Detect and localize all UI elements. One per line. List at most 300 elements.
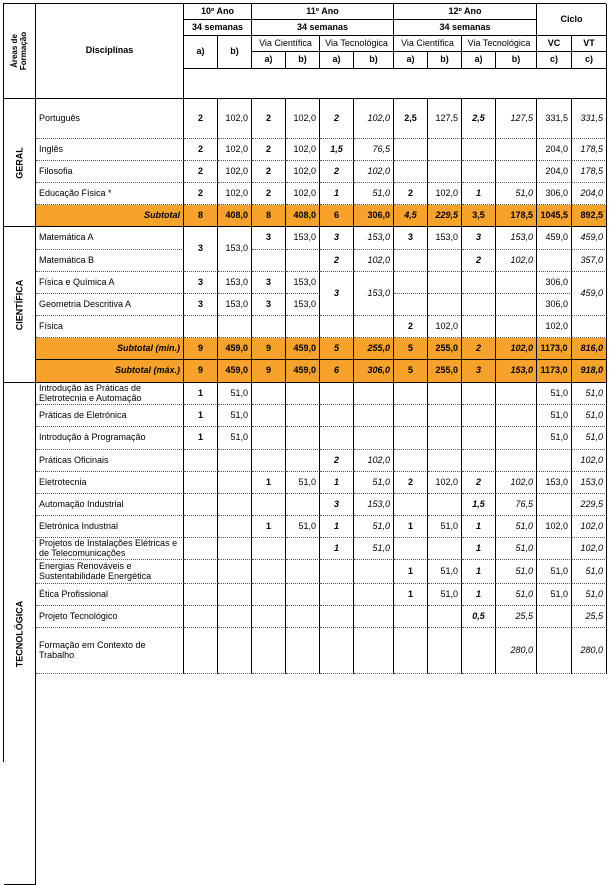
col-a-12vc: a): [394, 52, 428, 69]
value-cell: 51,0: [286, 472, 320, 494]
empty-cell: [354, 606, 394, 628]
empty-cell: [218, 538, 252, 560]
empty-cell: [184, 494, 218, 516]
empty-cell: [394, 250, 428, 272]
subtotal-cell: 5: [320, 338, 354, 360]
empty-cell: [496, 294, 537, 316]
value-cell: 153,0: [428, 227, 462, 250]
empty-cell: [320, 427, 354, 450]
value-cell: 229,5: [572, 494, 607, 516]
row-label: Formação em Contexto de Trabalho: [36, 628, 184, 674]
row-label: Introdução às Práticas de Eletrotecnia e Automação: [36, 383, 184, 405]
subtotal-cell: 102,0: [496, 338, 537, 360]
value-cell: 51,0: [428, 516, 462, 538]
empty-cell: [354, 383, 394, 405]
subtotal-cell: 5: [394, 338, 428, 360]
value-cell: 331,5: [537, 99, 572, 139]
value-cell: 306,0: [537, 294, 572, 316]
value-cell: 153,0: [286, 227, 320, 250]
value-cell: 3: [252, 272, 286, 294]
value-cell: 102,0: [286, 99, 320, 139]
value-cell: 1: [394, 560, 428, 584]
subtotal-cell: 306,0: [354, 360, 394, 383]
value-cell: 153,0: [572, 472, 607, 494]
empty-cell: [394, 383, 428, 405]
value-cell: 0,5: [462, 606, 496, 628]
value-cell: 2: [184, 161, 218, 183]
ciclo-header: Ciclo: [537, 4, 607, 36]
row-label: Português: [36, 99, 184, 139]
value-cell: 1: [320, 183, 354, 205]
empty-cell: [252, 560, 286, 584]
empty-cell: [537, 450, 572, 472]
empty-cell: [428, 250, 462, 272]
value-cell: 51,0: [496, 183, 537, 205]
subtotal-cell: 306,0: [354, 205, 394, 227]
value-cell: 51,0: [572, 405, 607, 427]
empty-cell: [218, 494, 252, 516]
empty-cell: [218, 516, 252, 538]
empty-cell: [496, 383, 537, 405]
empty-cell: [354, 584, 394, 606]
value-cell: [496, 161, 537, 183]
value-cell: 3: [320, 227, 354, 250]
area-tecnologica: TECNOLÓGICA: [4, 383, 36, 885]
value-cell: 51,0: [496, 560, 537, 584]
subtotal-cell: 8: [252, 205, 286, 227]
subtotal-cell: 178,5: [496, 205, 537, 227]
row-label: Projetos de Instalações Elétricas e de Telecomunicações: [36, 538, 184, 560]
value-cell: 51,0: [537, 405, 572, 427]
col-b-12vt: b): [496, 52, 537, 69]
value-cell: 102,0: [218, 183, 252, 205]
subtotal-cell: 3,5: [462, 205, 496, 227]
row-label: Energias Renováveis e Sustentabilidade Energética: [36, 560, 184, 584]
value-cell: 2: [394, 316, 428, 338]
empty-cell: [286, 427, 320, 450]
empty-cell: [496, 316, 537, 338]
empty-cell: [320, 584, 354, 606]
empty-cell: [496, 427, 537, 450]
value-cell: 1: [320, 472, 354, 494]
empty-cell: [184, 450, 218, 472]
value-cell: 459,0: [572, 227, 607, 250]
empty-cell: [394, 405, 428, 427]
empty-cell: [394, 494, 428, 516]
value-cell: 357,0: [572, 250, 607, 272]
empty-cell: [354, 316, 394, 338]
empty-cell: [286, 494, 320, 516]
empty-cell: [428, 538, 462, 560]
value-cell: 51,0: [572, 427, 607, 450]
col-a-10: a): [184, 36, 218, 69]
row-label: Inglês: [36, 139, 184, 161]
empty-cell: [320, 606, 354, 628]
empty-cell: [286, 405, 320, 427]
value-cell: 127,5: [496, 99, 537, 139]
empty-cell: [394, 272, 428, 294]
col-b-10: b): [218, 36, 252, 69]
empty-cell: [394, 628, 428, 674]
value-cell: 76,5: [354, 139, 394, 161]
value-cell: 25,5: [496, 606, 537, 628]
value-cell: 51,0: [354, 516, 394, 538]
semanas-11: 34 semanas: [252, 20, 394, 36]
disciplinas-header: Disciplinas: [36, 4, 184, 99]
via-tecnologica-11: Via Tecnológica: [320, 36, 394, 52]
empty-cell: [184, 316, 218, 338]
empty-cell: [252, 405, 286, 427]
value-cell: [394, 161, 428, 183]
value-cell: 459,0: [572, 272, 607, 316]
empty-cell: [184, 584, 218, 606]
empty-cell: [394, 427, 428, 450]
empty-cell: [286, 628, 320, 674]
value-cell: 51,0: [218, 383, 252, 405]
year11-header: 11º Ano: [252, 4, 394, 20]
value-cell: 153,0: [286, 272, 320, 294]
col-b-12vc: b): [428, 52, 462, 69]
empty-cell: [572, 316, 607, 338]
value-cell: 2: [320, 450, 354, 472]
value-cell: 51,0: [354, 538, 394, 560]
value-cell: 102,0: [537, 316, 572, 338]
empty-cell: [252, 494, 286, 516]
empty-cell: [286, 383, 320, 405]
empty-cell: [218, 450, 252, 472]
value-cell: 1: [462, 560, 496, 584]
value-cell: 204,0: [572, 183, 607, 205]
empty-cell: [462, 294, 496, 316]
value-cell: 102,0: [286, 139, 320, 161]
subtotal-cell: 3: [462, 360, 496, 383]
empty-cell: [184, 538, 218, 560]
value-cell: 2: [320, 250, 354, 272]
subtotal-cell: 1173,0: [537, 360, 572, 383]
subtotal-label: Subtotal: [36, 205, 184, 227]
year10-header: 10º Ano: [184, 4, 252, 20]
value-cell: 2: [462, 250, 496, 272]
empty-cell: [286, 250, 320, 272]
value-cell: 1: [462, 538, 496, 560]
subtotal-cell: 255,0: [428, 338, 462, 360]
subtotal-cell: 8: [184, 205, 218, 227]
empty-cell: [252, 427, 286, 450]
empty-cell: [394, 450, 428, 472]
value-cell: 331,5: [572, 99, 607, 139]
subtotal-label: Subtotal (min.): [36, 338, 184, 360]
value-cell: 25,5: [572, 606, 607, 628]
curriculum-table: [3, 3, 606, 762]
value-cell: [462, 139, 496, 161]
value-cell: 1: [320, 538, 354, 560]
year12-header: 12º Ano: [394, 4, 537, 20]
empty-cell: [218, 606, 252, 628]
empty-cell: [252, 250, 286, 272]
value-cell: 51,0: [537, 560, 572, 584]
value-cell: [496, 139, 537, 161]
value-cell: 2: [184, 99, 218, 139]
via-cientifica-12: Via Científica: [394, 36, 462, 52]
value-cell: 153,0: [354, 494, 394, 516]
empty-cell: [428, 383, 462, 405]
value-cell: 102,0: [354, 250, 394, 272]
subtotal-cell: 408,0: [218, 205, 252, 227]
value-cell: 204,0: [537, 139, 572, 161]
subtotal-cell: 153,0: [496, 360, 537, 383]
empty-cell: [218, 560, 252, 584]
value-cell: 1: [394, 584, 428, 606]
empty-cell: [462, 427, 496, 450]
value-cell: 51,0: [572, 560, 607, 584]
empty-cell: [320, 560, 354, 584]
subtotal-cell: 9: [184, 338, 218, 360]
empty-cell: [320, 405, 354, 427]
row-label: Matemática A: [36, 227, 184, 250]
value-cell: 153,0: [218, 272, 252, 294]
value-cell: 2: [252, 183, 286, 205]
empty-cell: [286, 584, 320, 606]
subtotal-label: Subtotal (máx.): [36, 360, 184, 383]
value-cell: 2,5: [462, 99, 496, 139]
value-cell: 153,0: [286, 294, 320, 316]
empty-cell: [496, 450, 537, 472]
col-a-12vt: a): [462, 52, 496, 69]
value-cell: 3: [184, 272, 218, 294]
value-cell: 102,0: [496, 472, 537, 494]
empty-cell: [286, 606, 320, 628]
value-cell: 1: [252, 472, 286, 494]
value-cell: 1: [252, 516, 286, 538]
value-cell: 1: [462, 584, 496, 606]
col-a-11vt: a): [320, 52, 354, 69]
subtotal-cell: 4,5: [394, 205, 428, 227]
value-cell: 3: [184, 227, 218, 272]
subtotal-cell: 892,5: [572, 205, 607, 227]
areas-header: Áreas de Formação: [4, 4, 36, 99]
empty-cell: [286, 450, 320, 472]
value-cell: [394, 139, 428, 161]
value-cell: 51,0: [572, 383, 607, 405]
empty-cell: [320, 628, 354, 674]
subtotal-cell: 9: [252, 360, 286, 383]
value-cell: 102,0: [428, 316, 462, 338]
empty-cell: [496, 405, 537, 427]
empty-cell: [252, 538, 286, 560]
subtotal-cell: 1173,0: [537, 338, 572, 360]
via-cientifica-11: Via Científica: [252, 36, 320, 52]
value-cell: 102,0: [218, 99, 252, 139]
empty-cell: [252, 628, 286, 674]
subtotal-cell: 6: [320, 205, 354, 227]
value-cell: 102,0: [428, 183, 462, 205]
row-label: Ética Profissional: [36, 584, 184, 606]
empty-cell: [320, 383, 354, 405]
value-cell: 102,0: [572, 516, 607, 538]
value-cell: 153,0: [537, 472, 572, 494]
subtotal-cell: 918,0: [572, 360, 607, 383]
empty-cell: [537, 250, 572, 272]
empty-cell: [428, 272, 462, 294]
value-cell: 51,0: [286, 516, 320, 538]
empty-cell: [462, 383, 496, 405]
value-cell: 51,0: [218, 405, 252, 427]
value-cell: 102,0: [354, 161, 394, 183]
empty-cell: [537, 606, 572, 628]
value-cell: 1: [462, 183, 496, 205]
col-a-11vc: a): [252, 52, 286, 69]
subtotal-cell: 255,0: [428, 360, 462, 383]
subtotal-cell: 9: [252, 338, 286, 360]
semanas-12: 34 semanas: [394, 20, 537, 36]
empty-cell: [354, 405, 394, 427]
empty-cell: [462, 450, 496, 472]
empty-cell: [218, 628, 252, 674]
empty-cell: [252, 383, 286, 405]
value-cell: 1: [394, 516, 428, 538]
value-cell: 51,0: [537, 584, 572, 606]
value-cell: 102,0: [354, 450, 394, 472]
value-cell: 178,5: [572, 161, 607, 183]
value-cell: 2,5: [394, 99, 428, 139]
value-cell: 2: [252, 139, 286, 161]
value-cell: [462, 161, 496, 183]
value-cell: 51,0: [496, 516, 537, 538]
empty-cell: [394, 606, 428, 628]
value-cell: 153,0: [354, 227, 394, 250]
value-cell: 153,0: [354, 272, 394, 316]
value-cell: 1,5: [462, 494, 496, 516]
via-tecnologica-12: Via Tecnológica: [462, 36, 537, 52]
row-label: Introdução à Programação: [36, 427, 184, 450]
value-cell: 280,0: [496, 628, 537, 674]
row-label: Física: [36, 316, 184, 338]
value-cell: 51,0: [428, 560, 462, 584]
empty-cell: [462, 316, 496, 338]
area-cientifica: CIENTÍFICA: [4, 227, 36, 383]
value-cell: 459,0: [537, 227, 572, 250]
value-cell: 51,0: [354, 183, 394, 205]
value-cell: 2: [252, 99, 286, 139]
subtotal-cell: 6: [320, 360, 354, 383]
vt-header: VT: [572, 36, 607, 52]
value-cell: 102,0: [286, 183, 320, 205]
empty-cell: [428, 427, 462, 450]
subtotal-cell: 459,0: [286, 338, 320, 360]
empty-cell: [428, 606, 462, 628]
value-cell: 102,0: [572, 450, 607, 472]
value-cell: 3: [252, 227, 286, 250]
value-cell: 102,0: [572, 538, 607, 560]
row-label: Automação Industrial: [36, 494, 184, 516]
col-c-vc: c): [537, 52, 572, 69]
value-cell: 102,0: [496, 250, 537, 272]
empty-cell: [462, 628, 496, 674]
row-label: Práticas Oficinais: [36, 450, 184, 472]
row-label: Práticas de Eletrónica: [36, 405, 184, 427]
value-cell: 2: [252, 161, 286, 183]
value-cell: [428, 161, 462, 183]
empty-cell: [537, 628, 572, 674]
value-cell: 2: [394, 183, 428, 205]
empty-cell: [537, 494, 572, 516]
subtotal-cell: 408,0: [286, 205, 320, 227]
header-spacer: [184, 69, 607, 99]
subtotal-cell: 1045,5: [537, 205, 572, 227]
subtotal-cell: 2: [462, 338, 496, 360]
col-b-11vt: b): [354, 52, 394, 69]
empty-cell: [496, 272, 537, 294]
empty-cell: [428, 628, 462, 674]
row-label: Filosofia: [36, 161, 184, 183]
value-cell: 153,0: [496, 227, 537, 250]
value-cell: 178,5: [572, 139, 607, 161]
subtotal-cell: 9: [184, 360, 218, 383]
empty-cell: [320, 316, 354, 338]
empty-cell: [428, 405, 462, 427]
empty-cell: [537, 538, 572, 560]
empty-cell: [286, 560, 320, 584]
row-label: Matemática B: [36, 250, 184, 272]
value-cell: 102,0: [218, 161, 252, 183]
value-cell: 51,0: [537, 427, 572, 450]
empty-cell: [462, 272, 496, 294]
subtotal-cell: 255,0: [354, 338, 394, 360]
empty-cell: [354, 560, 394, 584]
value-cell: 2: [320, 99, 354, 139]
empty-cell: [286, 538, 320, 560]
row-label: Física e Química A: [36, 272, 184, 294]
area-geral: GERAL: [4, 99, 36, 227]
value-cell: 51,0: [537, 383, 572, 405]
empty-cell: [252, 606, 286, 628]
value-cell: 1: [184, 383, 218, 405]
value-cell: 153,0: [218, 227, 252, 272]
empty-cell: [252, 316, 286, 338]
subtotal-cell: 816,0: [572, 338, 607, 360]
value-cell: 51,0: [354, 472, 394, 494]
col-b-11vc: b): [286, 52, 320, 69]
empty-cell: [354, 427, 394, 450]
empty-cell: [252, 450, 286, 472]
value-cell: 3: [184, 294, 218, 316]
empty-cell: [428, 494, 462, 516]
empty-cell: [394, 538, 428, 560]
empty-cell: [184, 516, 218, 538]
value-cell: 2: [394, 472, 428, 494]
value-cell: 102,0: [286, 161, 320, 183]
vc-header: VC: [537, 36, 572, 52]
empty-cell: [184, 606, 218, 628]
value-cell: 3: [320, 272, 354, 316]
subtotal-cell: 459,0: [286, 360, 320, 383]
empty-cell: [354, 628, 394, 674]
semanas-10: 34 semanas: [184, 20, 252, 36]
empty-cell: [218, 316, 252, 338]
value-cell: 2: [184, 139, 218, 161]
value-cell: 51,0: [218, 427, 252, 450]
value-cell: 2: [462, 472, 496, 494]
row-label: Eletrónica Industrial: [36, 516, 184, 538]
row-label: Geometria Descritiva A: [36, 294, 184, 316]
empty-cell: [428, 450, 462, 472]
value-cell: 51,0: [428, 584, 462, 606]
row-label: Projeto Tecnológico: [36, 606, 184, 628]
subtotal-cell: 229,5: [428, 205, 462, 227]
value-cell: 1,5: [320, 139, 354, 161]
empty-cell: [184, 560, 218, 584]
value-cell: 51,0: [496, 538, 537, 560]
